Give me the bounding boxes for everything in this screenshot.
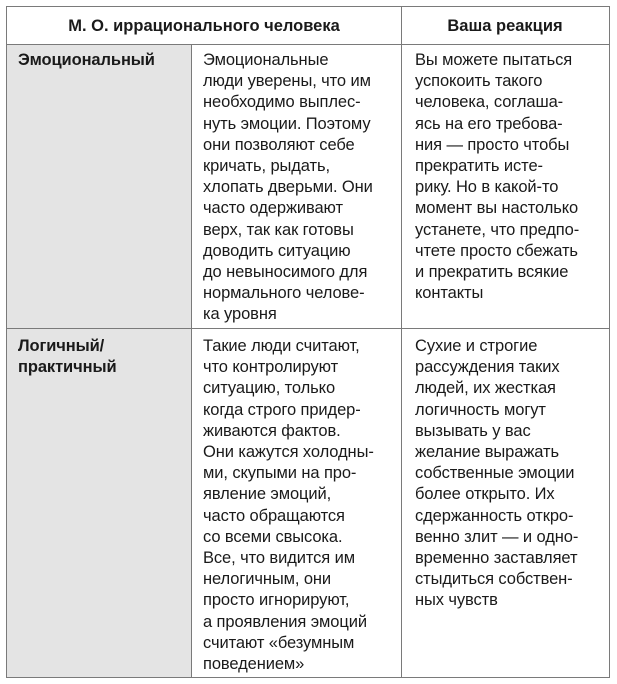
row2-description (203, 336, 374, 675)
row1-type (18, 50, 155, 71)
text-line: прекратить исте- (415, 157, 543, 176)
text-line: а проявления эмоций (203, 612, 367, 631)
text-line: Такие люди считают, (203, 337, 360, 355)
text-line: живаются фактов. (203, 421, 341, 440)
text-line: временно заставляет (415, 549, 578, 568)
text-line: чтете просто сбежать (415, 241, 578, 260)
text-line: и прекратить всякие (415, 263, 569, 282)
header-divider (7, 44, 609, 45)
text-line: Они кажутся холодны- (203, 443, 374, 462)
text-line: практичный (18, 358, 117, 377)
text-line: явление эмоций, (203, 485, 332, 504)
text-line: просто игнорируют, (203, 591, 350, 610)
text-line: собственные эмоции (415, 464, 575, 483)
text-line: желание выражать (415, 443, 559, 462)
text-line: хлопать дверьми. Они (203, 178, 373, 197)
row2-type-bg (7, 329, 192, 677)
text-line: Все, что видится им (203, 549, 355, 568)
text-line: Эмоциональный (18, 51, 155, 69)
text-line: рику. Но в какой-то (415, 178, 559, 197)
text-line: доводить ситуацию (203, 241, 351, 260)
row1-description (203, 50, 373, 326)
text-line: необходимо выплес- (203, 93, 361, 112)
text-line: момент вы настолько (415, 199, 579, 218)
text-line: Сухие и строгие (415, 337, 538, 355)
text-line: рассуждения таких (415, 358, 560, 377)
text-line: ка уровня (203, 305, 277, 324)
text-line: верх, так как готовы (203, 220, 354, 239)
text-line: ния — просто чтобы (415, 135, 570, 154)
text-line: людей, их жесткая (415, 379, 556, 398)
header-your-reaction: Ваша реакция (447, 17, 563, 35)
text-line: ных чувств (415, 591, 498, 610)
text-line: стыдиться собствен- (415, 570, 573, 589)
text-line: более открыто. Их (415, 485, 555, 504)
text-line: устанете, что предпо- (415, 220, 580, 239)
column-divider-1 (191, 44, 192, 677)
text-line: нуть эмоции. Поэтому (203, 114, 371, 133)
text-line: поведением» (203, 655, 305, 674)
text-line: люди уверены, что им (203, 72, 371, 91)
text-line: логичность могут (415, 400, 546, 419)
column-divider-2 (401, 7, 402, 677)
row2-reaction (415, 336, 578, 612)
text-line: успокоить такого (415, 72, 543, 91)
text-line: когда строго придер- (203, 400, 361, 419)
row1-reaction (415, 50, 579, 304)
text-line: что контролируют (203, 358, 339, 377)
text-line: человека, соглаша- (415, 93, 564, 112)
text-line: Вы можете пытаться (415, 51, 573, 69)
text-line: вызывать у вас (415, 421, 531, 440)
text-line: кричать, рыдать, (203, 157, 330, 176)
text-line: нормального челове- (203, 284, 365, 303)
text-line: со всеми свысока. (203, 527, 343, 546)
text-line: ясь на его требова- (415, 114, 563, 133)
text-line: Эмоциональные (203, 51, 329, 69)
text-line: до невыносимого для (203, 263, 368, 282)
text-line: часто обращаются (203, 506, 345, 525)
row2-type (18, 336, 116, 378)
text-line: ситуацию, только (203, 379, 336, 398)
comparison-table (6, 6, 610, 678)
row-divider (7, 328, 609, 329)
text-line: венно злит — и одно- (415, 527, 579, 546)
text-line: сдержанность откро- (415, 506, 574, 525)
text-line: Логичный/ (18, 337, 105, 355)
text-line: ми, скупыми на про- (203, 464, 357, 483)
row1-type-bg (7, 45, 192, 329)
header-irrational-type: М. О. иррационального человека (68, 17, 340, 35)
text-line: они позволяют себе (203, 135, 355, 154)
text-line: контакты (415, 284, 484, 303)
text-line: нелогичным, они (203, 570, 332, 589)
text-line: считают «безумным (203, 633, 355, 652)
text-line: часто одерживают (203, 199, 343, 218)
